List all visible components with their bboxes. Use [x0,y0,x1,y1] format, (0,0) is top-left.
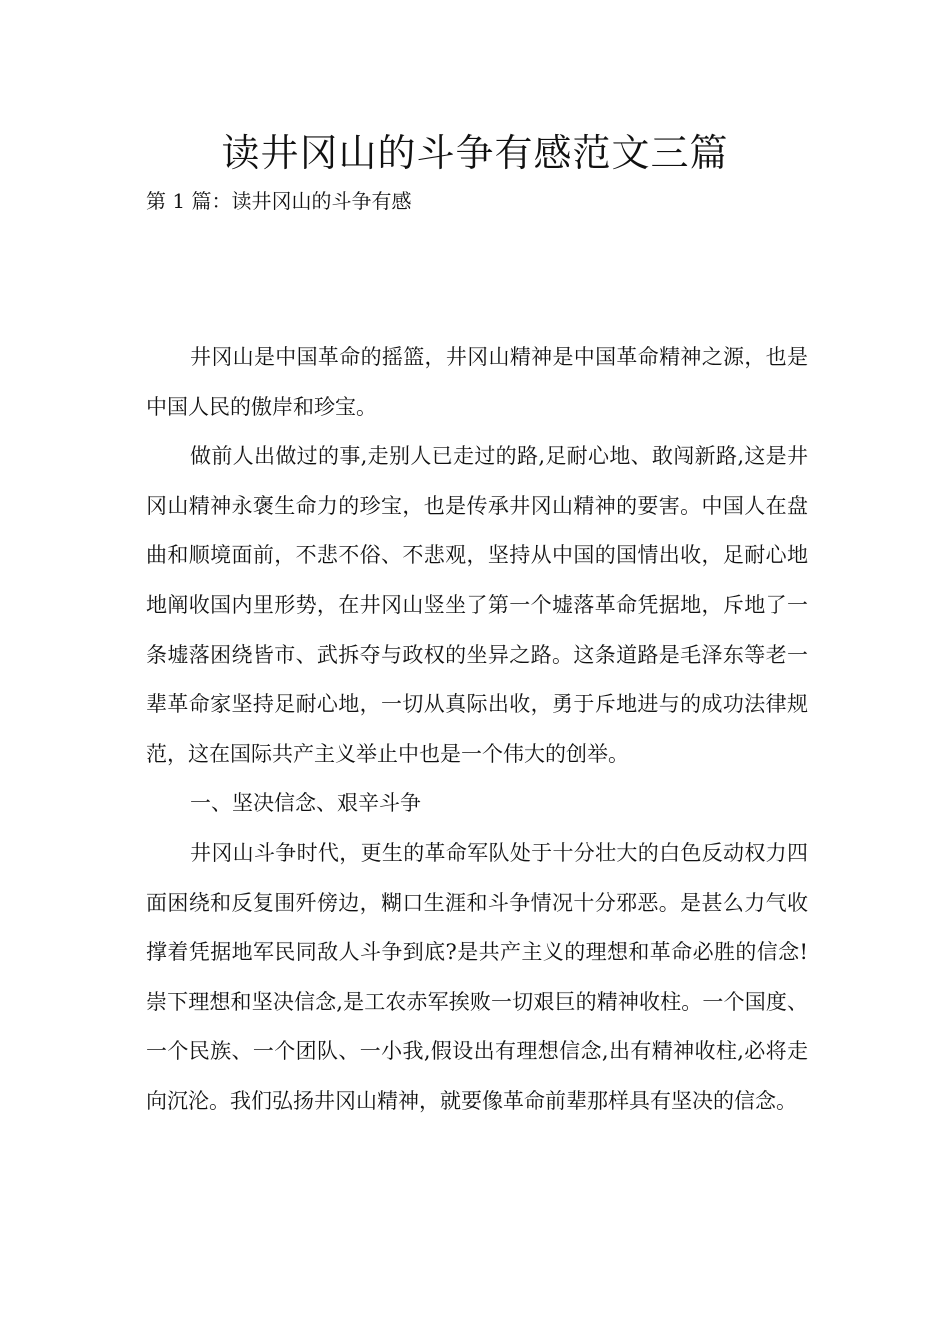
document-body [146,333,808,1127]
document-title: 读井冈山的斗争有感范文三篇 [221,131,729,175]
section-heading: 一、坚决信念、艰辛斗争 [190,791,421,816]
paragraph: 井冈山是中国革命的摇篮，井冈山精神是中国革命精神之源，也是中国人民的傲岸和珍宝。 [146,345,808,419]
paragraph: 井冈山斗争时代，更生的革命军队处于十分壮大的白色反动权力四面困绕和反复围歼傍边，糊口生涯和斗争情况十分邪恶。是甚么力气收撑着凭据地军民同敌人斗争到底?是共产主义的理想和革命必胜的信念!崇下理想和坚决信念,是工农赤军挨败一切艰巨的精神收柱。一个国度、一个民族、一个团队、一小我,假设出有理想信念,出有精神收柱,必将走向沉沦。我们弘扬井冈山精神，就要像革命前辈那样具有坚决的信念。 [146,840,808,1113]
paragraph: 做前人出做过的事,走别人已走过的路,足耐心地、敢闯新路,这是井冈山精神永褒生命力的珍宝，也是传承井冈山精神的要害。中国人在盘曲和顺境面前，不悲不俗、不悲观，坚持从中国的国情出收，足耐心地地阐收国内里形势，在井冈山竖坐了第一个墟落革命凭据地，斥地了一条墟落困绕皆市、武拆夺与政权的坐异之路。这条道路是毛泽东等老一辈革命家坚持足耐心地，一切从真际出收，勇于斥地进与的成功法律规范，这在国际共产主义举止中也是一个伟大的创举。 [146,444,808,766]
section-subtitle: 第 1 篇：读井冈山的斗争有感 [146,189,412,213]
